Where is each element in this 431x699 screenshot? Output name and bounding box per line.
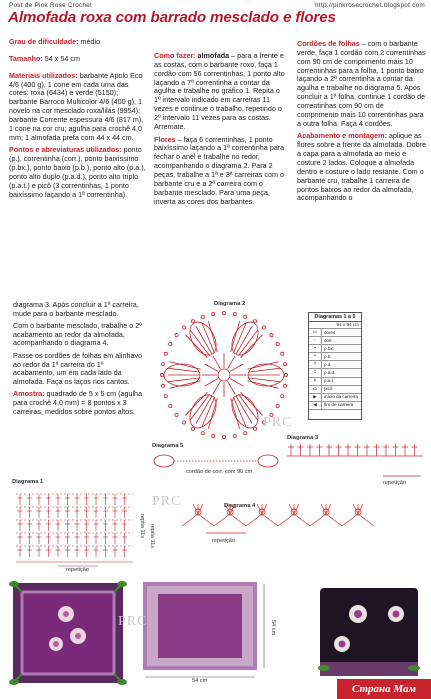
diagram-2-label: Diagrama 2: [214, 301, 246, 307]
photo-finished-pillow: [8, 578, 128, 690]
column-3: [297, 40, 427, 207]
legend-symbol: •: [309, 345, 322, 352]
picot-mark: [270, 334, 273, 337]
flower-stitch: [213, 356, 221, 369]
petal-stitch: [248, 368, 280, 372]
picot-mark: [253, 320, 256, 323]
cords: Cordões de folhas – com o barbante verde, faça 1 cordão com 2 correntinhas com 90 cm de comprimento mais 10 correntinhas para a folha, 1 ponto baixo laçando a 2ª correntinha a contar da agulha e trabalhe no diagrama 5. Após concluir a 1ª folha, continue 1 cordão de correntinhas com 90 cm de comprimento mais 10 correntinhas para a outra folha. Faça 4 cordões.: [297, 39, 426, 128]
diagram-3: [283, 432, 428, 487]
picot-mark: [191, 427, 194, 430]
picot-mark: [281, 395, 284, 398]
zigzag-stitch: [246, 514, 278, 526]
legend-symbol: ▭: [309, 329, 322, 336]
diagram-1-repeat: repetição: [66, 567, 90, 573]
petal-stitch: [231, 398, 240, 429]
legend-title: Diagramas 1 a 5: [309, 313, 361, 322]
diagram-3-label: Diagrama 3: [287, 435, 319, 441]
picot-mark: [222, 311, 225, 314]
flowers: Flores – faça 6 correntinhas, 1 ponto baixíssimo laçando a 1ª correntinha para fechar o anel e trabalhe no redor, acompanhando o diagrama 2. Para 2 peças, trabalhe a 1ª e 3ª carreiras com o barbante cru e a 2ª carreira com o barbante mesclado. Para uma peça, inverta as cores dos barbantes.: [154, 134, 285, 206]
legend-symbol: †: [309, 361, 322, 368]
flower-stitch: [205, 364, 218, 372]
legend-text: p.b.: [324, 353, 332, 359]
diagram-5-label: Diagrama 5: [152, 443, 184, 449]
picot-mark: [183, 326, 186, 329]
picot-mark: [191, 320, 194, 323]
picot-mark: [253, 427, 256, 430]
legend-text: p.a.t.: [324, 378, 335, 384]
legend-symbol: ◦: [309, 337, 322, 344]
legend-row: [309, 402, 361, 410]
flower-stitch: [230, 364, 243, 372]
legend-row: [309, 394, 361, 402]
diagram-4-label: Diagrama 4: [224, 503, 256, 509]
page-title: Almofada roxa com barrado mesclado e flores: [8, 9, 336, 26]
watermark-1: PRC: [152, 494, 182, 509]
picot-mark: [169, 404, 172, 407]
sample: Amostra: quadrado de 5 x 5 cm (agulha para crochê 4,0 mm) = 8 pontos x 3 carreiras, medidos sobre pontos altos.: [13, 389, 143, 416]
zigzag-stitch: [214, 514, 246, 526]
legend-size: 54 x 54 cm: [309, 322, 361, 329]
zigzag-stitch: [278, 514, 310, 526]
legend-symbol: +: [309, 353, 322, 360]
picot-mark: [233, 312, 236, 315]
picot-mark: [262, 326, 265, 329]
legend-text: p.bx.: [324, 345, 334, 351]
legend-text: picô: [324, 386, 333, 392]
picot-mark: [161, 363, 164, 366]
legend-symbol: ◀: [309, 402, 322, 409]
cord-label: cordão de corr. com 90 cm: [186, 469, 253, 475]
petal-stitch: [231, 321, 240, 352]
diagram-1-interval-2: repita 11x: [149, 524, 155, 549]
legend-text: cores: [324, 329, 336, 335]
photo-pillow-dimensions: [140, 582, 280, 682]
width-dimension: 54 cm: [192, 678, 208, 682]
picot-mark: [276, 342, 279, 345]
diagram-1-interval-1: repita 11x: [139, 514, 145, 539]
flower-stitch: [230, 379, 243, 387]
watermark-2: PRC: [263, 415, 293, 430]
column-2: [154, 52, 288, 210]
how-to: Como fazer: almofada – para a frente e as costas, com o barbante roxo, faça 1 cordão com 56 correntinhas, 1 ponto alto laçando a 7ª correntinha a contar da agulha e trabalhe no gráfico 1. Repita o 1º intervalo indicado em carreiras 11 vezes e continue o trabalho, repetindo o 2º intervalo 11 vezes para as costas. Arremate.: [154, 51, 285, 131]
finishing: Acabamento e montagem: aplique as flores sobre a frente da almofada. Dobre a capa para a almofada ao meio e costure 2 lados. Coloque a almofada dentro e costure o lado restante. Com o barbante cru, trabalhe 1 carreira de pontos baixos ao redor da almofada, acompanhando o: [297, 131, 427, 203]
footer-logo: Страна Мам: [337, 679, 431, 699]
petal-stitch: [170, 362, 201, 370]
legend-row: [309, 353, 361, 361]
petal-stitch: [248, 378, 280, 382]
page-header: [0, 0, 431, 9]
legend-symbol: ‡: [309, 369, 322, 376]
column-1: [9, 38, 147, 204]
picot-mark: [161, 384, 164, 387]
picot-mark: [284, 373, 287, 376]
picot-mark: [222, 435, 225, 438]
picot-mark: [244, 315, 247, 318]
flower-stitch: [228, 356, 236, 369]
height-dimension: 54 cm: [270, 620, 276, 636]
photo-flower-detail: [312, 584, 424, 680]
legend-row: [309, 329, 361, 337]
diagram-4: [176, 500, 376, 545]
picot-mark: [212, 434, 215, 437]
picot-mark: [212, 312, 215, 315]
abbreviations: Pontos e abreviaturas utilizados: ponto (p.), correntinha (corr.), ponto baixíssimo (p.bx.), ponto baixo (p.b.), ponto alto (p.a.), ponto alto duplo (p.a.d.), ponto alto triplo (p.a.t.) e picô (3 correntinhas, 1 ponto baixíssimo laçando a 1ª correntinha).: [9, 145, 146, 199]
petal-stitch: [170, 381, 201, 389]
picot-mark: [160, 373, 163, 376]
legend-symbol: ǂ: [309, 378, 322, 385]
diagram-1: [8, 474, 158, 574]
diagram-1-label: Diagrama 1: [12, 479, 44, 485]
picot-mark: [201, 432, 204, 435]
legend-text: p.a.: [324, 361, 332, 367]
picot-mark: [233, 434, 236, 437]
petal-stitch: [208, 321, 217, 352]
flower-stitch: [205, 379, 218, 387]
legend-row: [309, 369, 361, 377]
legend-text: fim de carreira: [324, 402, 354, 408]
picot-mark: [164, 395, 167, 398]
petal-stitch: [168, 368, 200, 372]
zigzag-stitch: [342, 514, 374, 526]
header-left: Post de Pink Rose Crochet: [9, 2, 93, 9]
petal-stitch: [247, 381, 278, 389]
flower-stitch: [228, 381, 236, 394]
legend-row: [309, 345, 361, 353]
legend-row: [309, 337, 361, 345]
legend-symbol: ɷ: [309, 386, 322, 393]
picot-mark: [175, 413, 178, 416]
finishing-cont-3: Passe os cordões de folhas em alinhavo ao redor da 1ª carreira do 1º acabamento, um em cada lado da almofada. Faça os laços nos cantos.: [13, 350, 143, 386]
legend-text: corr.: [324, 337, 333, 343]
zigzag-stitch: [182, 514, 214, 526]
picot-mark: [283, 384, 286, 387]
finishing-cont-1: diagrama 3. Após concluir a 1ª carreira, mude para o barbante mesclado.: [13, 300, 139, 318]
legend-table: [308, 312, 362, 420]
difficulty: Grau de dificuldade: médio: [9, 37, 101, 46]
materials: Materiais utilizados: barbante Apolo Eco 4/6 (400 g), 1 cone em cada uma das cores: roxa (6434) e verde (5150); barbante Barroco Multicolor 4/6 (400 g), 1 novelo na cor mesclado roxa/lilás (9954); barbante Corrente espessura 4/6 (817 m), 1 cone na cor cru; agulha para crochê 4,0 mm; 1 almofada preta com 44 x 44 cm.: [9, 70, 144, 142]
legend-row: [309, 361, 361, 369]
diagram-3-repeat: repetição: [383, 480, 407, 486]
zigzag-stitch: [310, 514, 342, 526]
picot-mark: [183, 421, 186, 424]
header-url: http://pinkrosecrochet.blogspot.com: [315, 2, 425, 9]
picot-mark: [281, 352, 284, 355]
legend-row: [309, 378, 361, 386]
picot-mark: [169, 342, 172, 345]
diagram-5: [150, 440, 282, 490]
picot-mark: [276, 404, 279, 407]
flower-ring: [218, 369, 230, 381]
picot-mark: [164, 352, 167, 355]
picot-mark: [175, 334, 178, 337]
petal-stitch: [247, 362, 278, 370]
legend-row: [309, 386, 361, 394]
watermark-3: PRC: [118, 614, 148, 629]
legend-symbol: ▶: [309, 394, 322, 401]
size: Tamanho: 54 x 54 cm: [9, 53, 80, 63]
petal-stitch: [168, 378, 200, 382]
flower-stitch: [213, 381, 221, 394]
column-1-continued: [13, 301, 145, 420]
petal-stitch: [208, 398, 217, 429]
picot-mark: [283, 363, 286, 366]
legend-text: início da carreira: [324, 394, 358, 400]
diagram-4-repeat: repetição: [212, 538, 236, 544]
finishing-cont-2: Com o barbante mesclado, trabalhe o 2º acabamento ao redor da almofada, acompanhando o diagrama 4.: [13, 321, 142, 348]
legend-text: p.a.d.: [324, 370, 336, 376]
picot-mark: [244, 432, 247, 435]
picot-mark: [201, 315, 204, 318]
